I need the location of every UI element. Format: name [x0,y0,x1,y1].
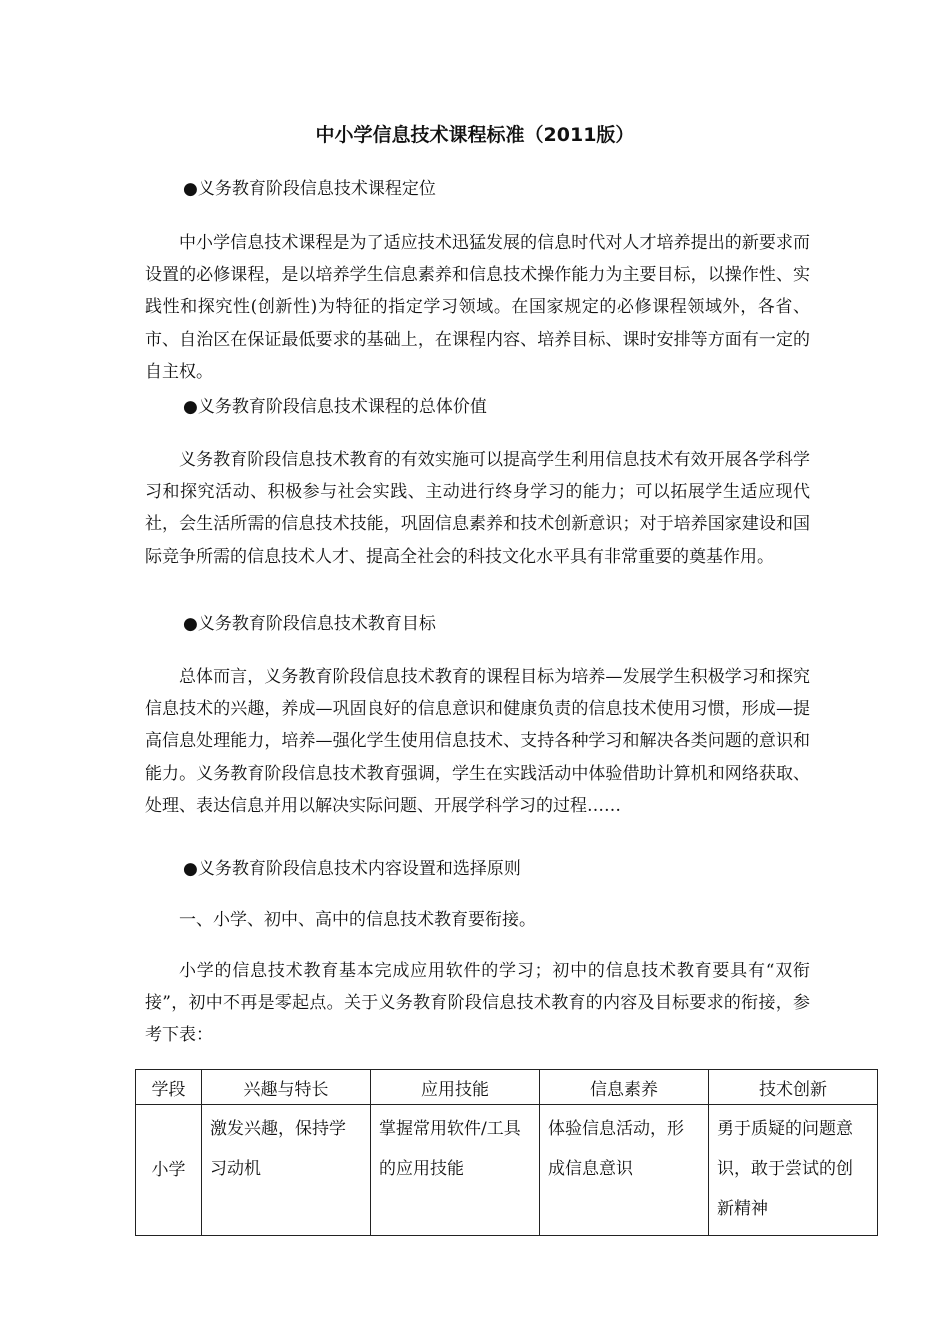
paragraph-value: 义务教育阶段信息技术教育的有效实施可以提高学生利用信息技术有效开展各学科学习和探究活动、积极参与社会实践、主动进行终身学习的能力；可以拓展学生适应现代社，会生活所需的信息技术技能，巩固信息素养和技术创新意识；对于培养国家建设和国际竞争所需的信息技术人才、提高全社会的科技文化水平具有非常重要的奠基作用。 [145,450,810,567]
paragraph-goals: 总体而言，义务教育阶段信息技术教育的课程目标为培养—发展学生积极学习和探究信息技术的兴趣，养成—巩固良好的信息意识和健康负责的信息技术使用习惯，形成—提高信息处理能力，培养—强化学生使用信息技术、支持各种学习和解决各类问题的意识和能力。义务教育阶段信息技术教育强调，学生在实践活动中体验借助计算机和网络获取、处理、表达信息并用以解决实际问题、开展学科学习的过程…… [145,667,810,816]
header-skills: 应用技能 [371,1070,540,1105]
header-literacy: 信息素养 [540,1070,709,1105]
section-heading-goals: ●义务教育阶段信息技术教育目标 [183,614,436,634]
curriculum-table [135,1069,878,1236]
header-interest: 兴趣与特长 [202,1070,371,1105]
table-header-row [136,1070,878,1105]
cell-innovation: 勇于质疑的问题意识，敢于尝试的创新精神 [709,1105,878,1236]
section-heading-positioning: ●义务教育阶段信息技术课程定位 [183,179,436,199]
table-row [136,1105,878,1236]
header-innovation: 技术创新 [709,1070,878,1105]
cell-literacy: 体验信息活动，形成信息意识 [540,1105,709,1236]
cell-skills: 掌握常用软件/工具的应用技能 [371,1105,540,1236]
section-heading-value: ●义务教育阶段信息技术课程的总体价值 [183,397,487,417]
paragraph-positioning: 中小学信息技术课程是为了适应技术迅猛发展的信息时代对人才培养提出的新要求而设置的必修课程，是以培养学生信息素养和信息技术操作能力为主要目标，以操作性、实践性和探究性(创新性)为特征的指定学习领域。在国家规定的必修课程领域外，各省、市、自治区在保证最低要求的基础上，在课程内容、培养目标、课时安排等方面有一定的自主权。 [145,233,810,382]
paragraph-principle-one: 一、小学、初中、高中的信息技术教育要衔接。 [179,910,536,930]
paragraph-principle-detail: 小学的信息技术教育基本完成应用软件的学习；初中的信息技术教育要具有“双衔接”，初中不再是零起点。关于义务教育阶段信息技术教育的内容及目标要求的衔接，参考下表： [145,961,810,1046]
document-title: 中小学信息技术课程标准（2011版） [315,124,635,146]
section-heading-principles: ●义务教育阶段信息技术内容设置和选择原则 [183,859,521,879]
cell-stage: 小学 [136,1105,202,1236]
header-stage: 学段 [136,1070,202,1105]
cell-interest: 激发兴趣，保持学习动机 [202,1105,371,1236]
